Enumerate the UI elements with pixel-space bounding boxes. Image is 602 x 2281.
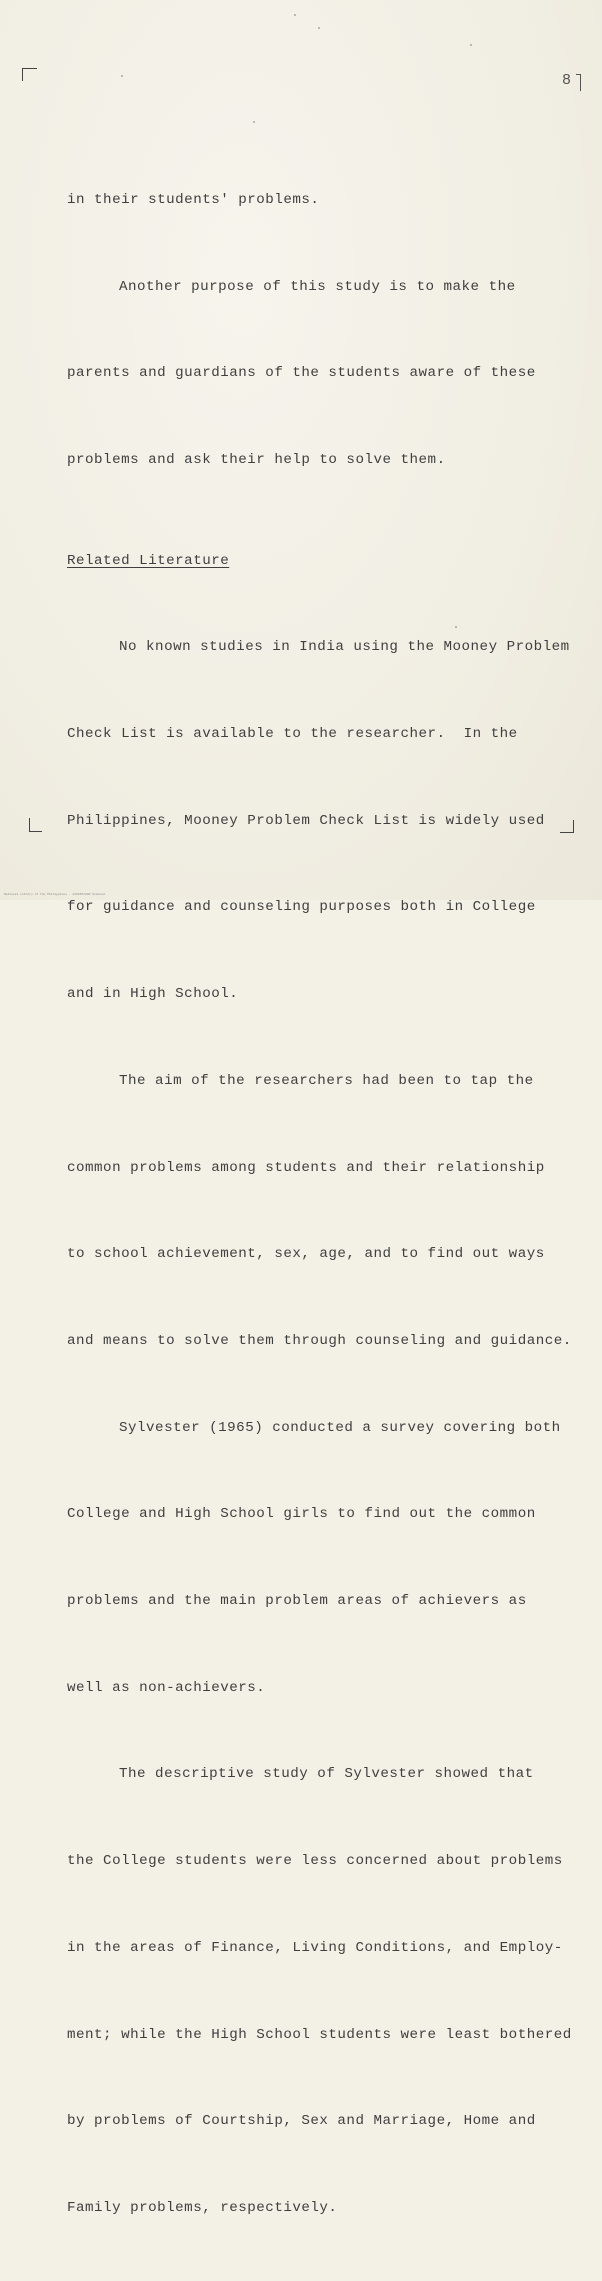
text-line: College and High School girls to find out the common: [67, 1506, 536, 1523]
text-line: well as non-achievers.: [67, 1679, 266, 1696]
text-line: The descriptive study of Sylvester showed that: [119, 1766, 534, 1783]
text-line: for guidance and counseling purposes both in College: [67, 899, 536, 916]
corner-mark-bottom-left: [29, 818, 42, 832]
paper-speck: [470, 44, 472, 46]
text-line: The aim of the researchers had been to tap the: [119, 1072, 534, 1089]
page-number: 8: [562, 72, 572, 89]
paper-speck: [455, 626, 457, 628]
paper-speck: [294, 14, 296, 16]
text-line: problems and ask their help to solve them.: [67, 451, 446, 468]
section-heading-line: [67, 547, 587, 576]
text-line: the College students were less concerned about problems: [67, 1853, 563, 1870]
text-line: in the areas of Finance, Living Conditions, and Employ-: [67, 1939, 563, 1956]
text-line: by problems of Courtship, Sex and Marriage, Home and: [67, 2113, 536, 2130]
text-line: ment; while the High School students were least bothered: [67, 2026, 572, 2043]
text-line: Another purpose of this study is to make the: [119, 278, 516, 295]
paper-speck: [121, 75, 123, 77]
text-line: Sylvester (1965) conducted a survey covering both: [119, 1419, 561, 1436]
page-number-bracket: [576, 74, 581, 91]
paper-speck: [318, 27, 320, 29]
corner-mark-top-left: [22, 68, 37, 81]
text-line: Family problems, respectively.: [67, 2199, 338, 2216]
text-line: Check List is available to the researcher. In the: [67, 726, 518, 743]
text-line: parents and guardians of the students aware of these: [67, 365, 536, 382]
text-line: Philippines, Mooney Problem Check List is widely used: [67, 812, 545, 829]
scan-footer-note: National Library of the Philippines · 1234567890 Scanned: [4, 893, 105, 896]
section-heading: Related Literature: [67, 552, 230, 569]
text-line: to school achievement, sex, age, and to find out ways: [67, 1246, 545, 1263]
paper-speck: [253, 121, 255, 123]
text-line: No known studies in India using the Mooney Problem: [119, 639, 570, 656]
text-line: common problems among students and their relationship: [67, 1159, 545, 1176]
text-line: and in High School.: [67, 986, 239, 1003]
text-line: and means to solve them through counseling and guidance.: [67, 1332, 572, 1349]
text-line: problems and the main problem areas of achievers as: [67, 1593, 527, 1610]
body-text: [67, 128, 587, 2281]
text-line: in their students' problems.: [67, 191, 320, 208]
